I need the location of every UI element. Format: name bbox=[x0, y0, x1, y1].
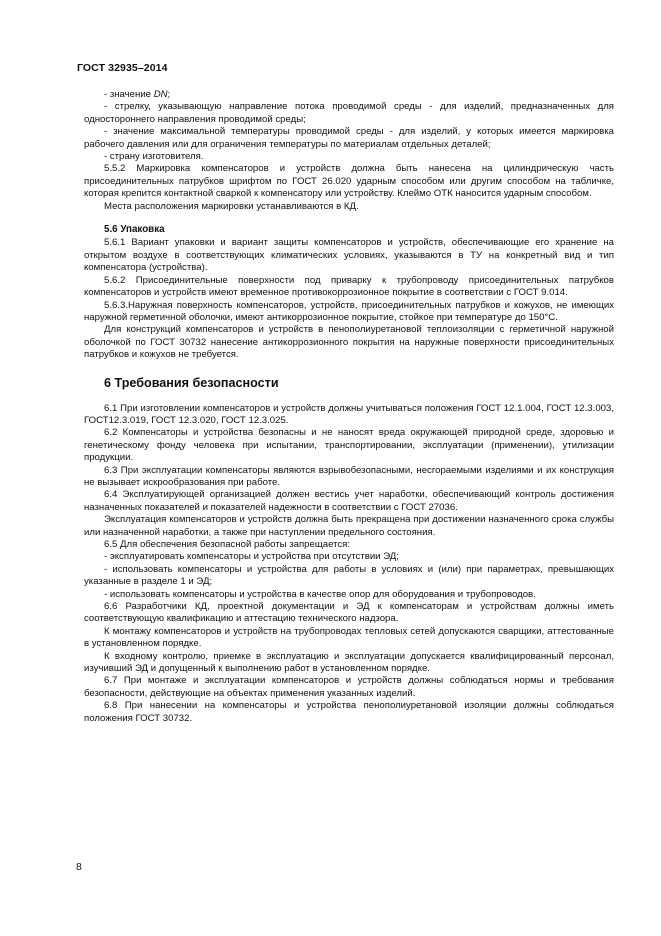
paragraph: 5.6.2 Присоединительные поверхности под приварку к трубопроводу присоединительных патрубков компенсаторов и устройств имеют временное противокоррозионное покрытие в соответствии с ГОСТ 9.014. bbox=[84, 274, 614, 299]
paragraph: 5.5.2 Маркировка компенсаторов и устройств должна быть нанесена на цилиндрическую часть присоединительных патрубков шрифтом по ГОСТ 26.020 ударным способом или другим способом на табличке, которая крепится контактной сваркой к компенсатору или устройству. Клеймо ОТК наносится ударным способом. bbox=[84, 163, 614, 200]
list-item: - стрелку, указывающую направление потока проводимой среды - для изделий, предназначенных для одностороннего направления проводимой среды; bbox=[84, 101, 614, 125]
paragraph: 5.6.1 Вариант упаковки и вариант защиты компенсаторов и устройств, обеспечивающие его хранение на открытом воздухе в соответствующих климатических условиях, указываются в ТУ на конкретный вид и тип компенсатора (устройства). bbox=[84, 237, 614, 274]
paragraph: 6.5 Для обеспечения безопасной работы запрещается: bbox=[104, 539, 351, 550]
paragraph: Для конструкций компенсаторов и устройств в пенополиуретановой теплоизоляции с герметичной наружной оболочкой по ГОСТ 30732 нанесение антикоррозионного покрытия на наружные поверхности присоединительных патрубков и кожухов не требуется. bbox=[84, 324, 614, 361]
list-item: - значение DN; bbox=[104, 89, 171, 100]
list-item: - значение максимальной температуры проводимой среды - для изделий, у которых имеется маркировка рабочего давления или для ограничения температуры по материалам отдельных деталей; bbox=[84, 126, 614, 150]
paragraph: 6.7 При монтаже и эксплуатации компенсаторов и устройств должны соблюдаться нормы и требования безопасности, действующие на объектах применения указанных изделий. bbox=[84, 675, 614, 699]
list-item: - использовать компенсаторы и устройства для работы в условиях и (или) при параметрах, превышающих указанные в разделе 1 и ЭД; bbox=[84, 563, 614, 588]
paragraph: 5.6.3.Наружная поверхность компенсаторов, устройств, присоединительных патрубков и кожухов, не имеющих наружной герметичной оболочки, имеют антикоррозионное покрытие, стойкое при температуре до 150°С. bbox=[84, 299, 614, 323]
page-number: 8 bbox=[76, 861, 82, 873]
list-item: - эксплуатировать компенсаторы и устройства при отсутствии ЭД; bbox=[104, 551, 399, 563]
section-title: 6 Требования безопасности bbox=[104, 375, 279, 390]
paragraph: 6.4 Эксплуатирующей организацией должен вестись учет наработки, обеспечивающий контроль достижения назначенных показателей и показателей надежности в соответствии с ГОСТ 27036. bbox=[84, 489, 614, 513]
paragraph: 6.2 Компенсаторы и устройства безопасны и не наносят вреда окружающей природной среде, здоровью и генетическому фонду человека при испытании, транспортировании, эксплуатации (применении), утилизации продукции. bbox=[84, 427, 614, 464]
paragraph: К входному контролю, приемке в эксплуатацию и эксплуатации допускается квалифицированный персонал, изучивший ЭД и допущенный к выполнению работ в установленном порядке. bbox=[84, 650, 614, 675]
body-text bbox=[84, 89, 614, 725]
subsection-title: 5.6 Упаковка bbox=[104, 224, 165, 236]
paragraph: 6.3 При эксплуатации компенсаторы являются взрывобезопасными, несгораемыми изделиями и их конструкция не вызывает искрообразования при работе. bbox=[84, 464, 614, 488]
paragraph: Места расположения маркировки устанавливаются в КД. bbox=[104, 200, 359, 212]
paragraph: К монтажу компенсаторов и устройств на трубопроводах тепловых сетей допускаются сварщики, аттестованные в установленном порядке. bbox=[84, 625, 614, 650]
paragraph: Эксплуатация компенсаторов и устройств должна быть прекращена при достижении назначенного срока службы или назначенной наработки, а также при наступлении предельного состояния. bbox=[84, 514, 614, 538]
list-item: - страну изготовителя. bbox=[104, 151, 204, 163]
document-header: ГОСТ 32935–2014 bbox=[77, 62, 168, 74]
paragraph: 6.8 При нанесении на компенсаторы и устройства пенополиуретановой изоляции должны соблюдаться положения ГОСТ 30732. bbox=[84, 700, 614, 724]
paragraph: 6.6 Разработчики КД, проектной документации и ЭД к компенсаторам и устройствам должны иметь соответствующую квалификацию и аттестацию технического надзора. bbox=[84, 601, 614, 625]
list-item: - использовать компенсаторы и устройства в качестве опор для оборудования и трубопроводов. bbox=[104, 588, 536, 600]
paragraph: 6.1 При изготовлении компенсаторов и устройств должны учитываться положения ГОСТ 12.1.004, ГОСТ 12.3.003, ГОСТ12.3.019, ГОСТ 12.3.020, ГОСТ 12.3.025. bbox=[84, 402, 614, 426]
